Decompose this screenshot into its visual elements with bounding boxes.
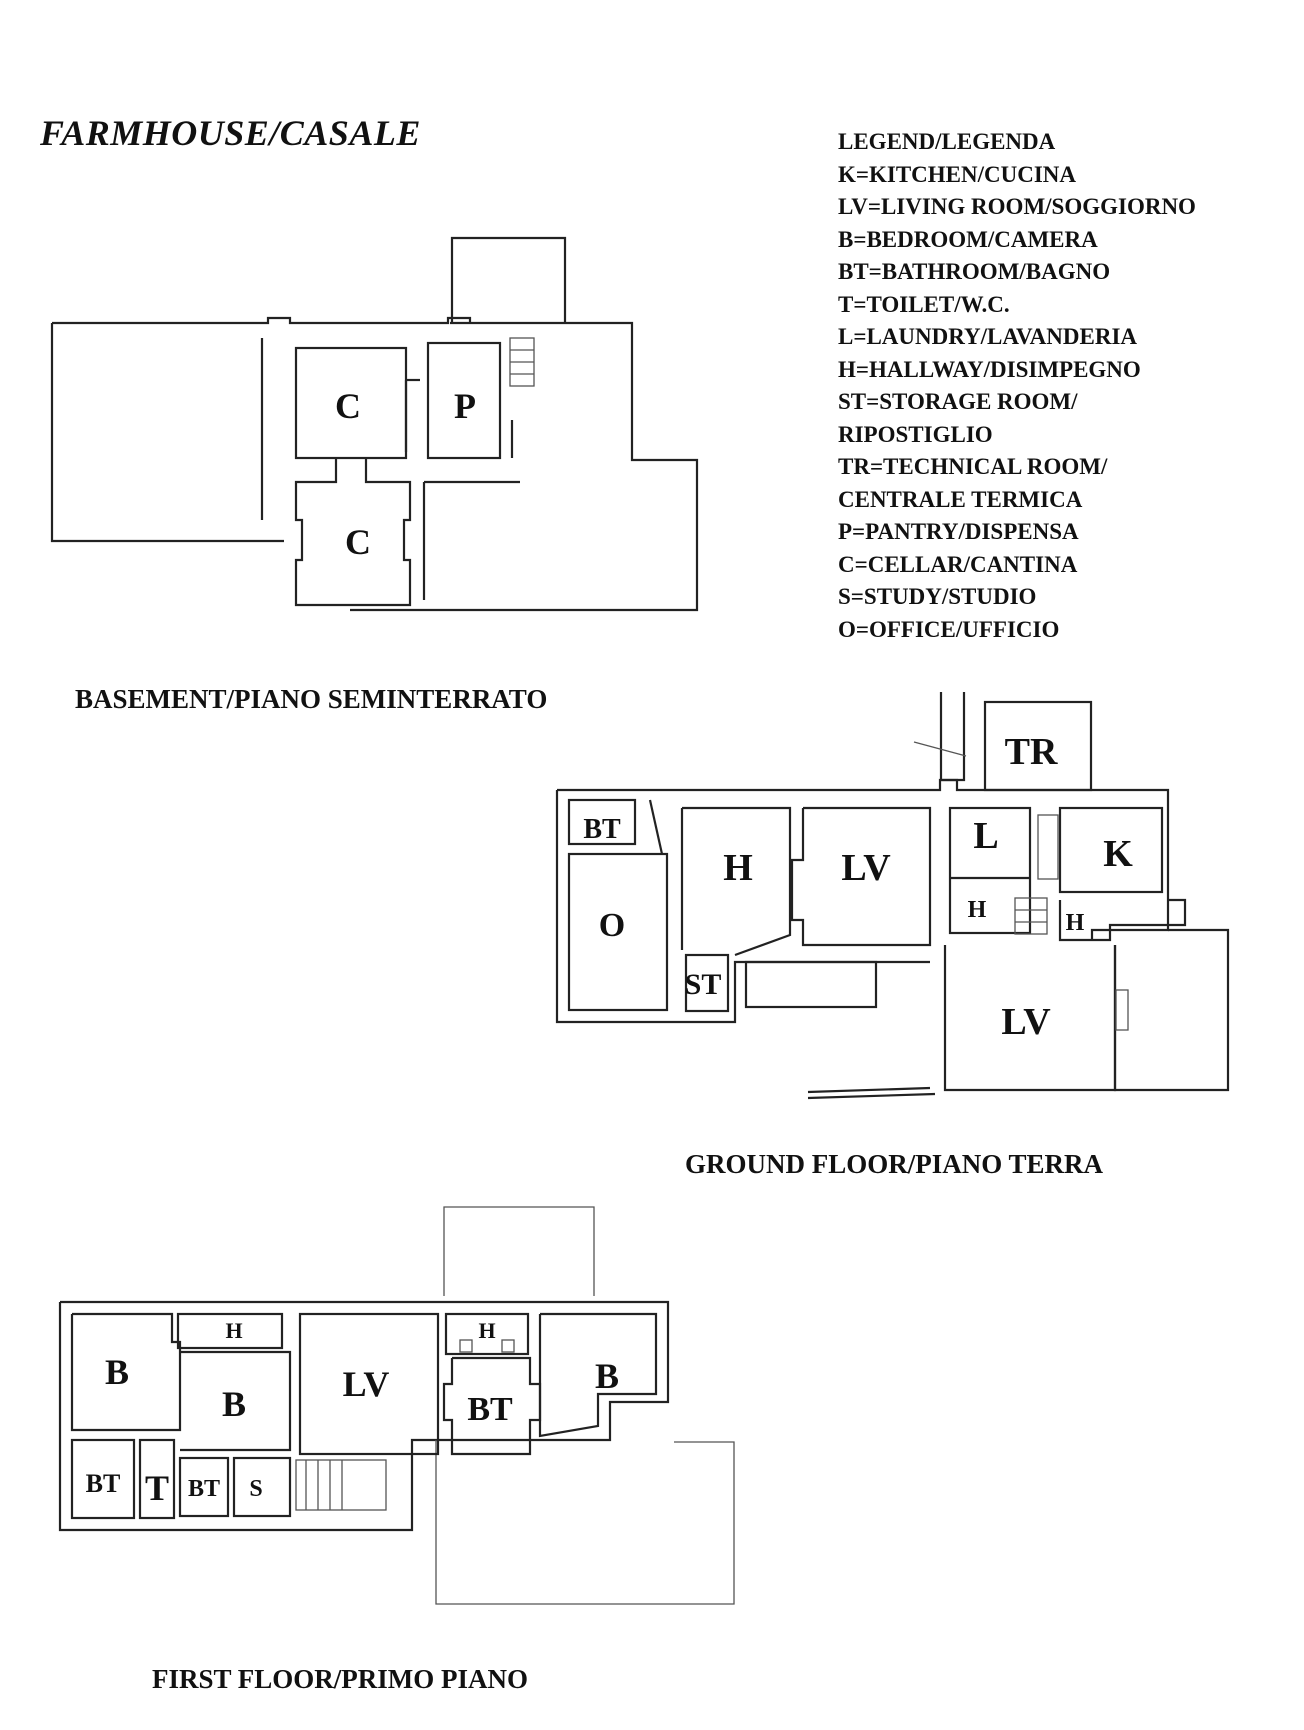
room-label: K <box>1103 833 1133 875</box>
basement-wall <box>52 318 565 323</box>
legend-item: BT=BATHROOM/BAGNO <box>838 259 1111 284</box>
fireplace <box>1116 990 1128 1030</box>
room-label: H <box>723 847 753 889</box>
legend-item: O=OFFICE/UFFICIO <box>838 616 1060 642</box>
legend-item: S=STUDY/STUDIO <box>838 584 1037 609</box>
legend-item: TR=TECHNICAL ROOM/ <box>838 454 1108 479</box>
ground-wall <box>808 1094 935 1098</box>
first-floor-plan <box>60 1207 734 1604</box>
room-label: B <box>221 1384 247 1424</box>
ground-wall <box>808 1088 930 1092</box>
room-label: S <box>249 1476 263 1502</box>
room-label: LV <box>841 847 891 889</box>
legend-item: ST=STORAGE ROOM/ <box>838 389 1078 414</box>
terrace <box>444 1207 594 1296</box>
room-label: BT <box>583 814 621 845</box>
shaft <box>502 1340 514 1352</box>
room-label: H <box>967 897 987 923</box>
legend-item: K=KITCHEN/CUCINA <box>838 161 1077 187</box>
legend-item: L=LAUNDRY/LAVANDERIA <box>838 324 1137 349</box>
floor-label: BASEMENT/PIANO SEMINTERRATO <box>75 684 548 714</box>
room-label: T <box>144 1468 170 1508</box>
room-label: C <box>335 386 361 426</box>
legend-item: P=PANTRY/DISPENSA <box>838 519 1079 544</box>
room-label: O <box>598 907 626 944</box>
legend-item: CENTRALE TERMICA <box>838 486 1083 512</box>
stairs <box>1038 815 1058 879</box>
floor-label: GROUND FLOOR/PIANO TERRA <box>685 1149 1104 1179</box>
room-label: L <box>973 815 999 857</box>
page-title: FARMHOUSE/CASALE <box>40 113 421 153</box>
room-label: ST <box>684 968 722 1001</box>
legend-item: LV=LIVING ROOM/SOGGIORNO <box>838 194 1196 219</box>
ground-wall <box>746 962 876 1007</box>
legend-item: B=BEDROOM/CAMERA <box>838 226 1098 252</box>
room-label: LV <box>342 1364 390 1404</box>
room-label: BT <box>187 1476 221 1502</box>
room-label: BT <box>467 1391 513 1428</box>
legend-heading: LEGEND/LEGENDA <box>838 129 1056 154</box>
terrace <box>436 1440 734 1604</box>
ground-wall <box>941 692 964 780</box>
room-label: C <box>345 522 371 562</box>
floor-label: FIRST FLOOR/PRIMO PIANO <box>152 1664 529 1694</box>
room-label: H <box>478 1318 496 1343</box>
shaft <box>460 1340 472 1352</box>
room-label: H <box>1065 910 1085 936</box>
room-label: BT <box>85 1469 121 1498</box>
legend-item: RIPOSTIGLIO <box>838 421 993 447</box>
room-label: TR <box>1004 731 1058 773</box>
basement-wall <box>452 238 565 323</box>
room-label: P <box>454 386 476 426</box>
legend-item: C=CELLAR/CANTINA <box>838 551 1078 577</box>
stairs <box>296 1460 386 1510</box>
ground-wall <box>650 800 662 854</box>
ground-wall <box>1115 930 1228 1090</box>
legend-item: H=HALLWAY/DISIMPEGNO <box>838 356 1141 382</box>
legend-item: T=TOILET/W.C. <box>838 291 1010 317</box>
basement-plan <box>52 238 697 610</box>
room-label: LV <box>1001 1001 1051 1043</box>
basement-wall <box>350 323 697 610</box>
ground-floor-plan <box>557 692 1228 1098</box>
basement-wall <box>52 323 284 541</box>
room-label: H <box>225 1318 243 1343</box>
room-label: B <box>594 1356 620 1396</box>
room-label: B <box>104 1352 130 1392</box>
